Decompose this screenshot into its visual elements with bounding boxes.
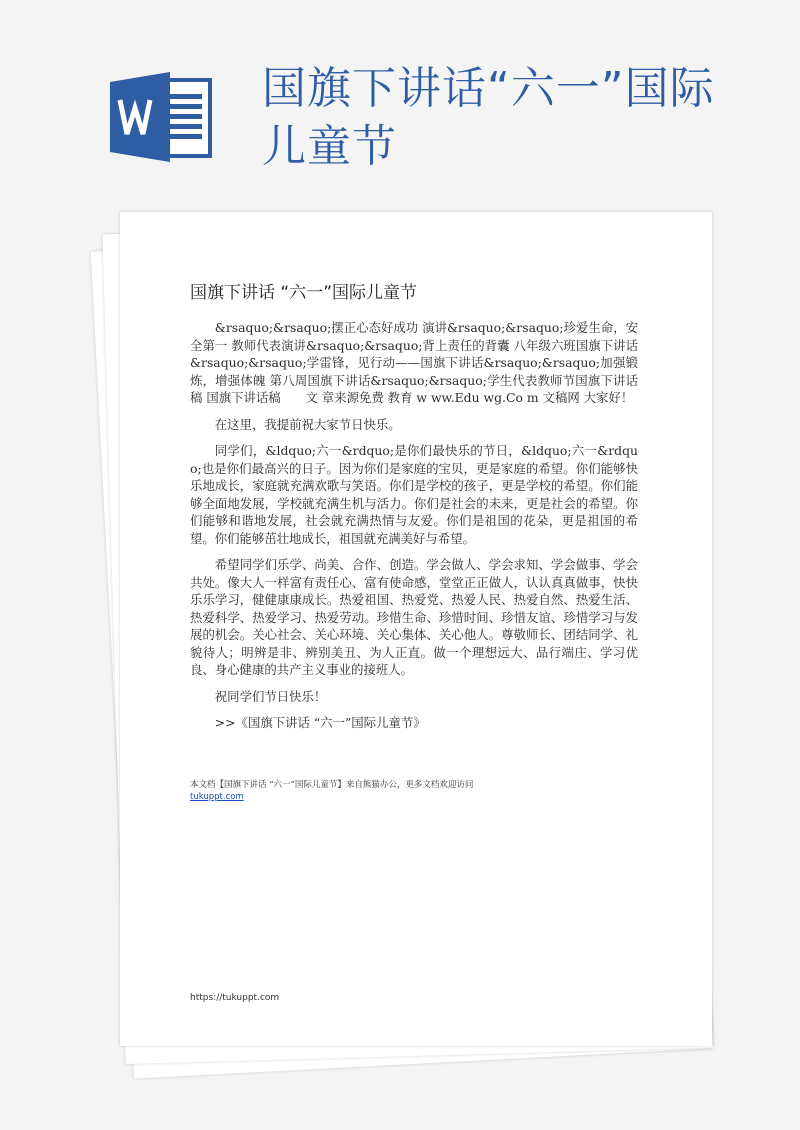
- document-title: 国旗下讲话 “六一”国际儿童节: [190, 283, 418, 303]
- paragraph: 同学们，&ldquo;六一&rdquo;是你们最快乐的节日，&ldquo;六一&rdquo;也是你们最高兴的日子。因为你们是家庭的宝贝，更是家庭的希望。你们能够快乐地成长，家庭就充满欢歌与笑语。你们是学校的孩子，更是学校的希望。你们能够全面地发展，学校就充满生机与活力。你们是社会的未来，更是社会的希望。你们能够和谐地发展，社会就充满热情与友爱。你们是祖国的花朵，更是祖国的希望。你们能够茁壮地成长，祖国就充满美好与希望。: [190, 443, 638, 546]
- paragraph: 祝同学们节日快乐！: [214, 688, 327, 704]
- header-banner: [0, 0, 800, 210]
- document-body: [190, 319, 638, 736]
- page-title: 国旗下讲话“六一”国际儿童节: [262, 63, 715, 172]
- paragraph: &rsaquo;&rsaquo;摆正心态好成功 演讲&rsaquo;&rsaquo;珍爱生命，安全第一 教师代表演讲&rsaquo;&rsaquo;背上责任的背囊 八年级六班国旗下讲话&rsaquo;&rsaquo;学雷锋，见行动——国旗下讲话&rsaquo;&rsaquo;加强锻炼，增强体魄 第八周国旗下讲话&rsaquo;&rsaquo;学生代表教师节国旗下讲话稿 国旗下讲话稿 文 章来源免费 教育 w ww.Edu wg.Co m 文稿网 大家好！: [190, 320, 638, 405]
- page-url: https://tukuppt.com: [190, 993, 280, 1003]
- document-page: [120, 212, 712, 1046]
- word-document-icon: [110, 72, 214, 162]
- paragraph: 希望同学们乐学、尚美、合作、创造。学会做人、学会求知、学会做事、学会共处。像大人一样富有责任心、富有使命感，堂堂正正做人，认认真真做事，快快乐乐学习，健健康康成长。热爱祖国、热爱党、热爱人民、热爱自然、热爱生活、热爱科学、热爱学习、热爱劳动。珍惜生命、珍惜时间、珍惜友谊、珍惜学习与发展的机会。关心社会、关心环境、关心集体、关心他人。尊敬师长、团结同学、礼貌待人；明辨是非、辨别美丑、为人正直。做一个理想远大、品行端庄、学习优良、身心健康的共产主义事业的接班人。: [190, 557, 638, 677]
- footer-note: 本文档【国旗下讲话 “六一”国际儿童节】来自熊猫办公，更多文档欢迎访问: [190, 780, 474, 790]
- related-document-link[interactable]: >>《国旗下讲话 “六一”国际儿童节》: [214, 715, 426, 730]
- footer-link[interactable]: tukuppt.com: [190, 792, 244, 802]
- paragraph: 在这里，我提前祝大家节日快乐。: [214, 416, 401, 432]
